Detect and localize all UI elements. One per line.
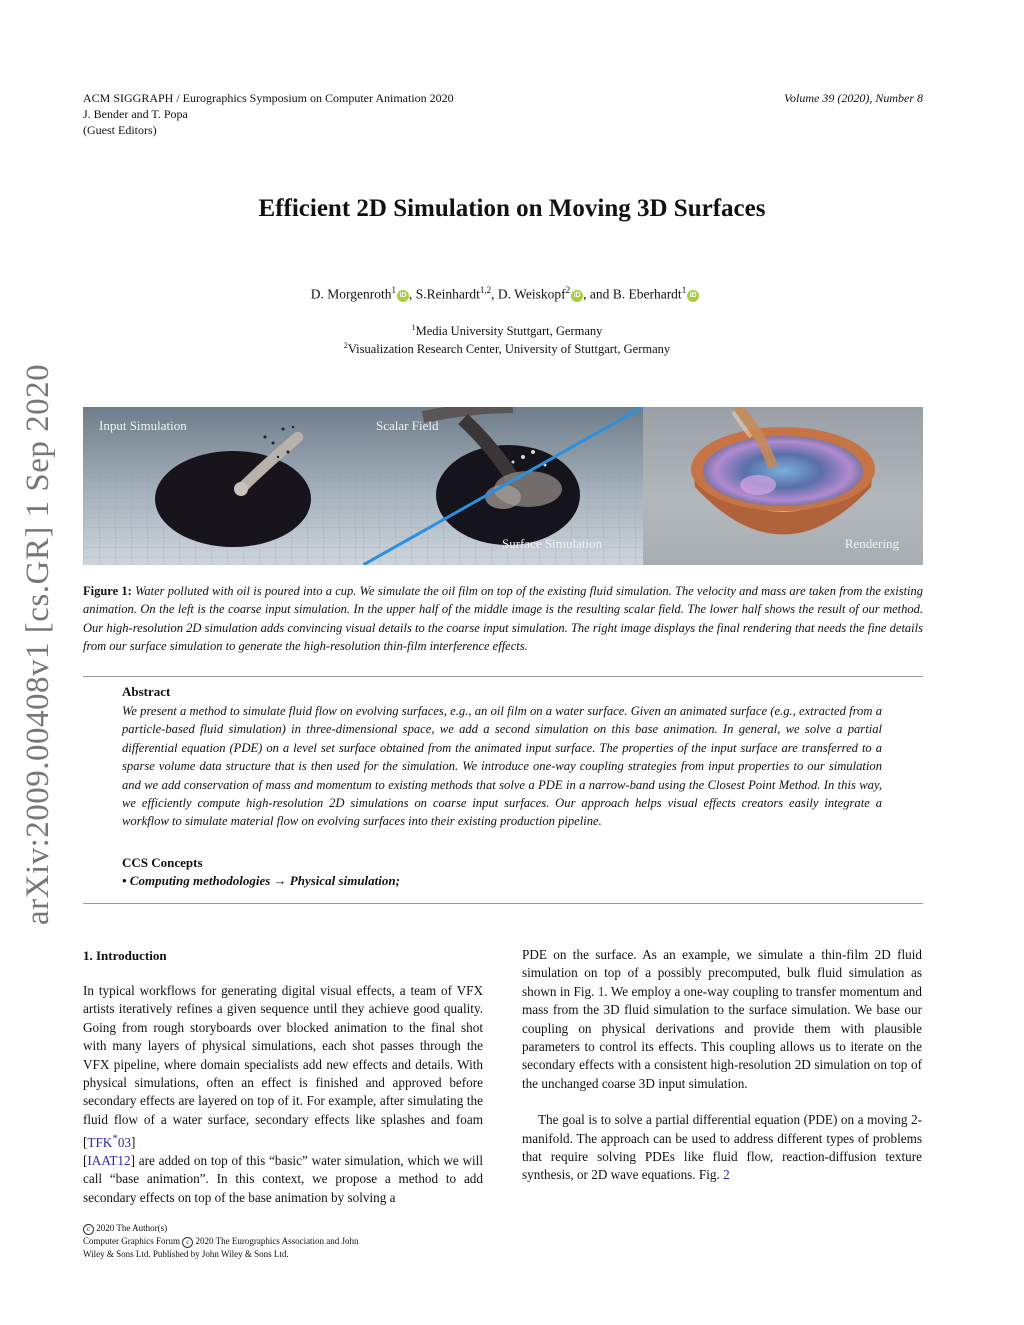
- intro-paragraph-3: The goal is to solve a partial differential equation (PDE) on a moving 2-manifold. The approach can be used to address different types of problems that require solving PDEs like fluid flow, reaction-diffusion texture synthesis, or 2D wave equations. Fig. 2: [522, 1112, 922, 1183]
- label-scalar-field: Scalar Field: [376, 418, 439, 433]
- affil-text: Visualization Research Center, University of Stuttgart, Germany: [347, 342, 671, 357]
- orcid-icon[interactable]: iD: [687, 290, 699, 302]
- teaser-figure: [83, 407, 923, 565]
- paper-title: Efficient 2D Simulation on Moving 3D Surfaces: [258, 195, 766, 222]
- orcid-icon[interactable]: iD: [397, 290, 409, 302]
- abstract-text: We present a method to simulate fluid flow on evolving surfaces, e.g., an oil film on a water surface. Given an animated surface (e.g., extracted from a particle-based fluid simulation) in three-dimensional space, we add a second simulation on this base animation. In general, we solve a partial differential equation (PDE) on a level set surface obtained from the animated input surface. The properties of the input surface are transferred to a sparse volume data structure that is then used for the simulation. We introduce one-way coupling strategies from input properties to our simulation and we add conservation of mass and momentum to existing methods that solve a PDE in a narrow-band using the Closest Point Method. In this way, we efficiently compute high-resolution 2D simulations on coarse input surfaces. Our approach helps visual effects creators easily integrate a workflow to simulate material flow on evolving surfaces into their existing production pipeline.: [122, 704, 882, 829]
- author-affil-sup: 1: [681, 285, 687, 295]
- intro-column-left: In typical workflows for generating digital visual effects, a team of VFX artists iteratively refines a given sequence until they achieve good quality. Going from rough storyboards over blocked animation to the final shot with many layers of physical simulations, each shot passes through the VFX pipeline, where domain specialists add new effects and details. With physical simulations, often an effect is finished and approved before secondary effects are layered on top of it. For example, after simulating the fluid flow of a water surface, secondary effects like splashes and foam [TFK*03] [IAAT12] are added on top of this “basic” water simulation, which we will call “base animation”. In this context, we propose a method to add secondary effects on top of the base animation by solving a: [83, 983, 483, 1205]
- label-input-simulation: Input Simulation: [99, 418, 187, 433]
- ccs-concept: • Computing methodologies → Physical simulation;: [122, 873, 400, 888]
- author-name: , and B. Eberhardt: [583, 286, 682, 302]
- copyright-footer: [83, 1222, 359, 1261]
- author-affil-sup: 1,2: [479, 285, 492, 295]
- intro-column-right: [522, 946, 922, 1185]
- intro-paragraph-1: In typical workflows for generating digital visual effects, a team of VFX artists iteratively refines a given sequence until they achieve good quality. Going from rough storyboards over blocked animation to the final shot with many layers of physical simulations, each shot passes through the VFX pipeline, where domain specialists add new effects and details. With physical simulations, often an effect is finished and approved before secondary effects are layered on top of it. For example, after simulating the fluid flow of a water surface, secondary effects like splashes and foam [: [83, 983, 483, 1150]
- author-affil-sup: 1: [391, 285, 397, 295]
- panel-input-simulation: [83, 407, 363, 565]
- panel-scalar-surface: [363, 407, 643, 565]
- affil-text: Media University Stuttgart, Germany: [415, 324, 603, 339]
- rule-bottom: [83, 903, 923, 904]
- section-heading-introduction: 1. Introduction: [83, 948, 167, 963]
- citation-link[interactable]: TFK*03: [87, 1132, 132, 1150]
- footer-line-2: Computer Graphics Forum c 2020 The Eurographics Association and John: [83, 1236, 359, 1246]
- header-volume: Volume 39 (2020), Number 8: [784, 91, 923, 105]
- rule-top: [83, 676, 923, 677]
- abstract-heading: Abstract: [122, 684, 171, 699]
- journal-header: [83, 90, 454, 138]
- header-editors: J. Bender and T. Popa: [83, 107, 188, 121]
- caption-label: Figure 1:: [83, 584, 132, 598]
- copyright-icon: c: [83, 1224, 94, 1235]
- figure-caption: [83, 582, 923, 656]
- intro-paragraph-2: PDE on the surface. As an example, we simulate a thin-film 2D fluid simulation on top of a possibly precomputed, bulk fluid simulation as shown in Fig. 1. We employ a one-way coupling to transfer momentum and mass from the 3D fluid simulation to the surface simulation. We base our coupling on physical derivations and provide them with plausible parameters to control its effects. This coupling allows us to iterate on the secondary effects with a consistent high-resolution 2D simulation on top of the unchanged coarse 3D input simulation.: [522, 947, 922, 1091]
- affil-sup: 2: [343, 341, 348, 350]
- affiliation-2: [0, 337, 1014, 358]
- figure-ref-link[interactable]: 2: [723, 1167, 730, 1183]
- panel-rendering: [643, 407, 923, 565]
- footer-line-3: Wiley & Sons Ltd. Published by John Wiley & Sons Ltd.: [83, 1249, 289, 1259]
- author-name: , D. Weiskopf: [491, 286, 566, 302]
- author-list: [0, 285, 1010, 303]
- author-affil-sup: 2: [565, 285, 571, 295]
- caption-text: Water polluted with oil is poured into a cup. We simulate the oil film on top of the existing fluid simulation. The velocity and mass are taken from the existing animation. On the left is the coarse input simulation. In the upper half of the middle image is the resulting scalar field. The lower half shows the result of our method. Our high-resolution 2D simulation adds convincing visual details to the coarse input simulation. The right image displays the final rendering that needs the fine details from our surface simulation to generate the high-resolution thin-film interference effects.: [83, 584, 924, 654]
- footer-line-1: c 2020 The Author(s): [83, 1222, 359, 1235]
- citation-link[interactable]: IAAT12: [87, 1153, 131, 1169]
- header-venue: ACM SIGGRAPH / Eurographics Symposium on Computer Animation 2020: [83, 91, 454, 105]
- figure-ref-link[interactable]: 1: [597, 983, 605, 999]
- header-guest-editors: (Guest Editors): [83, 123, 157, 137]
- affil-sup: 1: [411, 323, 416, 332]
- label-surface-simulation: Surface Simulation: [502, 536, 603, 551]
- author-name: D. Morgenroth: [310, 286, 392, 302]
- arxiv-side-label: arXiv:2009.00408v1 [cs.GR] 1 Sep 2020: [20, 363, 56, 925]
- copyright-icon: c: [182, 1237, 193, 1248]
- ccs-heading: CCS Concepts: [122, 855, 203, 870]
- author-name: , S.Reinhardt: [409, 286, 480, 302]
- orcid-icon[interactable]: iD: [571, 290, 583, 302]
- label-rendering: Rendering: [844, 536, 899, 551]
